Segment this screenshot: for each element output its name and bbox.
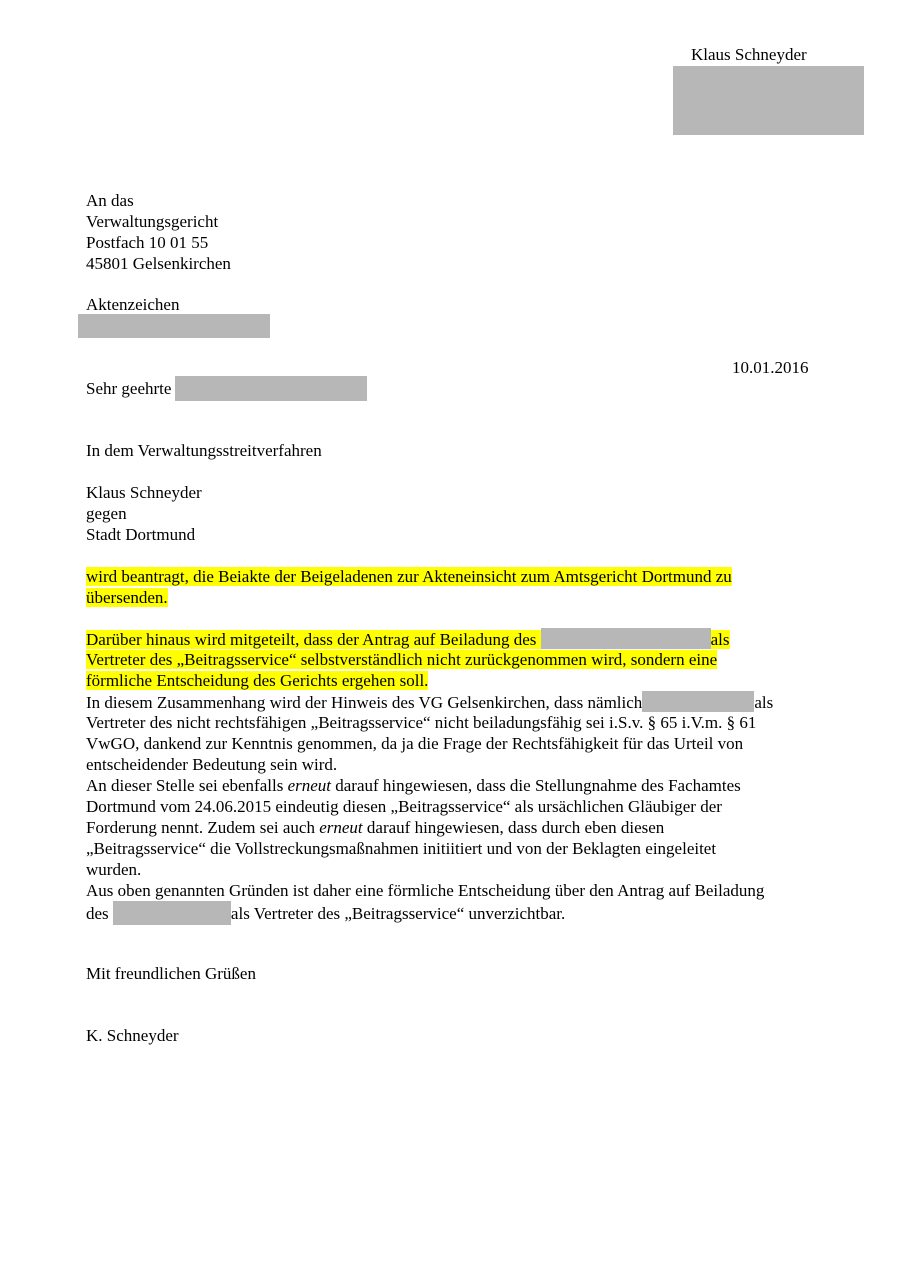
para2-line-3-text: förmliche Entscheidung des Gerichts ergehen soll. — [86, 671, 429, 690]
para4-line-2: Dortmund vom 24.06.2015 eindeutig diesen „Beitragsservice“ als ursächlichen Gläubiger der — [86, 797, 722, 816]
para3-line-1b: als — [754, 693, 774, 712]
para2-line-1b: als — [710, 630, 730, 649]
recipient-line-3: Postfach 10 01 55 — [86, 233, 209, 252]
para2-line-1 — [86, 628, 730, 650]
recipient-line-2: Verwaltungsgericht — [86, 212, 219, 231]
para2-line-1a: Darüber hinaus wird mitgeteilt, dass der Antrag auf Beiladung des — [86, 630, 541, 649]
para4-line-1 — [86, 775, 741, 796]
para3-line-1 — [86, 691, 773, 713]
case-intro: In dem Verwaltungsstreitverfahren — [86, 441, 322, 460]
salutation-redaction — [175, 376, 367, 401]
para4-line-3-emphasis: erneut — [319, 818, 363, 837]
para2-line-2-text: Vertreter des „Beitragsservice“ selbstverständlich nicht zurückgenommen wird, sondern eine — [86, 650, 718, 669]
case-defendant: Stadt Dortmund — [86, 525, 196, 544]
para4-line-3a: Forderung nennt. Zudem sei auch — [86, 818, 320, 837]
para3-line-3: VwGO, dankend zur Kenntnis genommen, da ja die Frage der Rechtsfähigkeit für das Urteil von — [86, 734, 744, 753]
para3-line-4: entscheidender Bedeutung sein wird. — [86, 755, 338, 774]
para3-line-1a: In diesem Zusammenhang wird der Hinweis des VG Gelsenkirchen, dass nämlich — [86, 693, 643, 712]
para5-line-1: Aus oben genannten Gründen ist daher eine förmliche Entscheidung über den Antrag auf Beiladung — [86, 881, 765, 900]
signature: K. Schneyder — [86, 1026, 179, 1045]
salutation-text: Sehr geehrte — [86, 379, 172, 398]
para2-redaction — [541, 628, 711, 649]
para2-line-2 — [86, 649, 717, 670]
para4-line-1a: An dieser Stelle sei ebenfalls — [86, 776, 288, 795]
salutation — [86, 378, 171, 399]
para5-line-2 — [86, 901, 565, 925]
para1-line-1-text: wird beantragt, die Beiakte der Beigeladenen zur Akteneinsicht zum Amtsgericht Dortmund zu — [86, 567, 732, 586]
case-versus: gegen — [86, 504, 127, 523]
para3-line-2: Vertreter des nicht rechtsfähigen „Beitragsservice“ nicht beiladungsfähig sei i.S.v. § 65 i.V.m. § 61 — [86, 713, 757, 732]
para4-line-5: wurden. — [86, 860, 142, 879]
case-plaintiff: Klaus Schneyder — [86, 483, 202, 502]
recipient-line-1: An das — [86, 191, 134, 210]
para4-line-3b: darauf hingewiesen, dass durch eben diesen — [362, 818, 665, 837]
para5-redaction — [113, 901, 231, 925]
sender-name: Klaus Schneyder — [691, 45, 807, 64]
recipient-line-4: 45801 Gelsenkirchen — [86, 254, 231, 273]
para5-line-2a: des — [86, 904, 113, 923]
reference-redaction — [78, 314, 270, 338]
para1-line-2 — [86, 587, 168, 608]
para5-line-2b: als Vertreter des „Beitragsservice“ unverzichtbar. — [230, 904, 566, 923]
para2-line-3 — [86, 670, 428, 691]
para1-line-1 — [86, 566, 732, 587]
closing: Mit freundlichen Grüßen — [86, 964, 256, 983]
para1-line-2-text: übersenden. — [86, 588, 168, 607]
para4-line-3 — [86, 817, 664, 838]
sender-address-redaction — [673, 66, 864, 135]
reference-label: Aktenzeichen — [86, 295, 180, 314]
letter-date: 10.01.2016 — [732, 358, 809, 377]
para4-line-4: „Beitragsservice“ die Vollstreckungsmaßnahmen initiitiert und von der Beklagten eingeleitet — [86, 839, 717, 858]
para4-line-1-emphasis: erneut — [287, 776, 332, 795]
para3-redaction — [642, 691, 754, 712]
para4-line-1b: darauf hingewiesen, dass die Stellungnahme des Fachamtes — [331, 776, 741, 795]
